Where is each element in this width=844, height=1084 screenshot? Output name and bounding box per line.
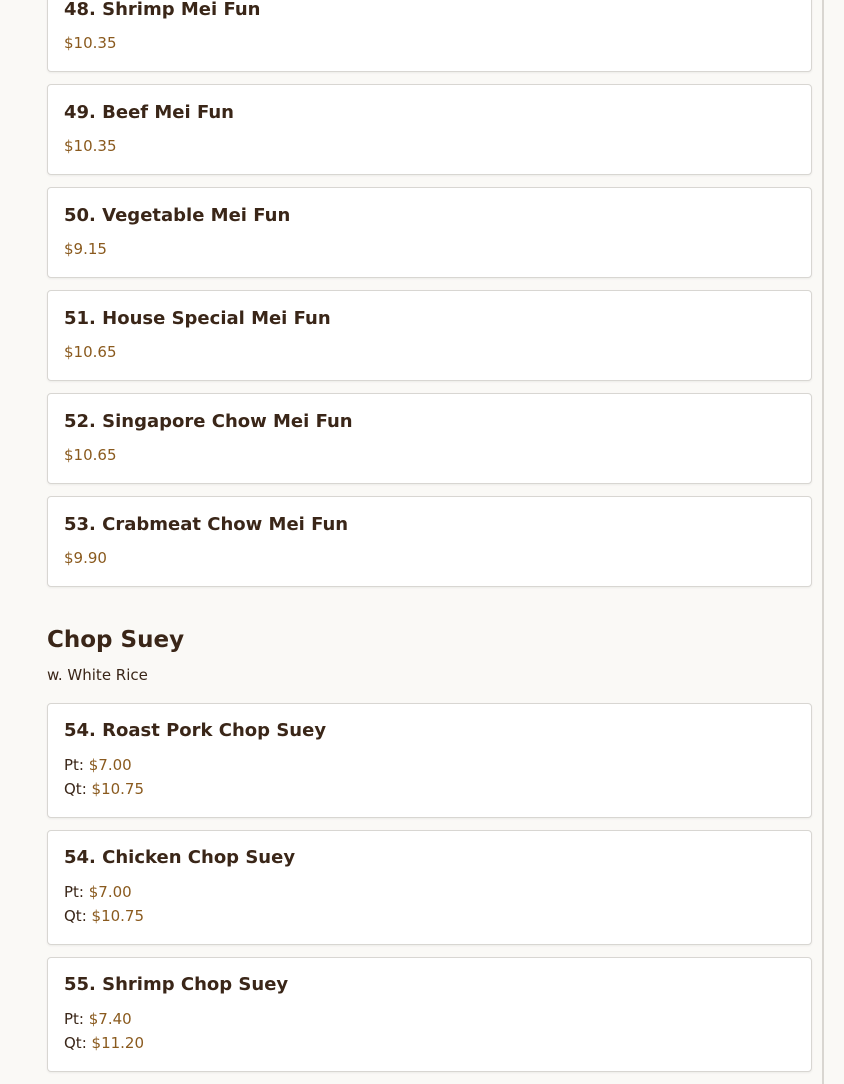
pint-price: $7.00 (88, 756, 132, 774)
quart-price: $10.75 (91, 780, 145, 798)
menu-item-price-line (64, 34, 117, 52)
section-note: w. White Rice (47, 666, 148, 684)
menu-item-card[interactable] (47, 84, 812, 175)
menu-item-name: 51. House Special Mei Fun (64, 308, 331, 329)
menu-item-price-line (64, 137, 117, 155)
menu-item-price-line (64, 240, 107, 258)
quart-price: $11.20 (91, 1034, 145, 1052)
menu-item-name: 55. Shrimp Chop Suey (64, 974, 289, 995)
quart-price-line (64, 1034, 144, 1052)
menu-item-card[interactable] (47, 703, 812, 818)
menu-item-price: $10.35 (64, 34, 117, 52)
menu-item-name: 50. Vegetable Mei Fun (64, 205, 291, 226)
section-title: Chop Suey (47, 627, 185, 653)
quart-price-line (64, 780, 144, 798)
pint-price-line (64, 756, 132, 774)
menu-item-price: $9.90 (64, 549, 107, 567)
menu-item-card[interactable] (47, 830, 812, 945)
menu-item-card[interactable] (47, 0, 812, 72)
menu-item-name: 52. Singapore Chow Mei Fun (64, 411, 353, 432)
menu-item-price-line (64, 446, 117, 464)
menu-item-name: 54. Roast Pork Chop Suey (64, 720, 327, 741)
quart-price: $10.75 (91, 907, 145, 925)
menu-item-card[interactable] (47, 496, 812, 587)
menu-item-name: 53. Crabmeat Chow Mei Fun (64, 514, 349, 535)
menu-item-name: 49. Beef Mei Fun (64, 102, 234, 123)
menu-item-price-line (64, 343, 117, 361)
menu-item-card[interactable] (47, 290, 812, 381)
menu-item-card[interactable] (47, 187, 812, 278)
menu-item-card[interactable] (47, 393, 812, 484)
menu-item-price-line (64, 549, 107, 567)
menu-item-card[interactable] (47, 957, 812, 1072)
pint-price-line (64, 1010, 132, 1028)
pint-price: $7.00 (88, 883, 132, 901)
quart-label: Qt: (64, 780, 87, 798)
pint-label: Pt: (64, 756, 84, 774)
pint-price-line (64, 883, 132, 901)
quart-price-line (64, 907, 144, 925)
pint-label: Pt: (64, 1010, 84, 1028)
menu-item-price: $10.35 (64, 137, 117, 155)
menu-item-price: $10.65 (64, 343, 117, 361)
menu-item-price: $10.65 (64, 446, 117, 464)
menu-item-price: $9.15 (64, 240, 107, 258)
menu-item-name: 54. Chicken Chop Suey (64, 847, 296, 868)
quart-label: Qt: (64, 907, 87, 925)
menu-item-name: 48. Shrimp Mei Fun (64, 0, 261, 20)
pint-label: Pt: (64, 883, 84, 901)
quart-label: Qt: (64, 1034, 87, 1052)
pint-price: $7.40 (88, 1010, 132, 1028)
